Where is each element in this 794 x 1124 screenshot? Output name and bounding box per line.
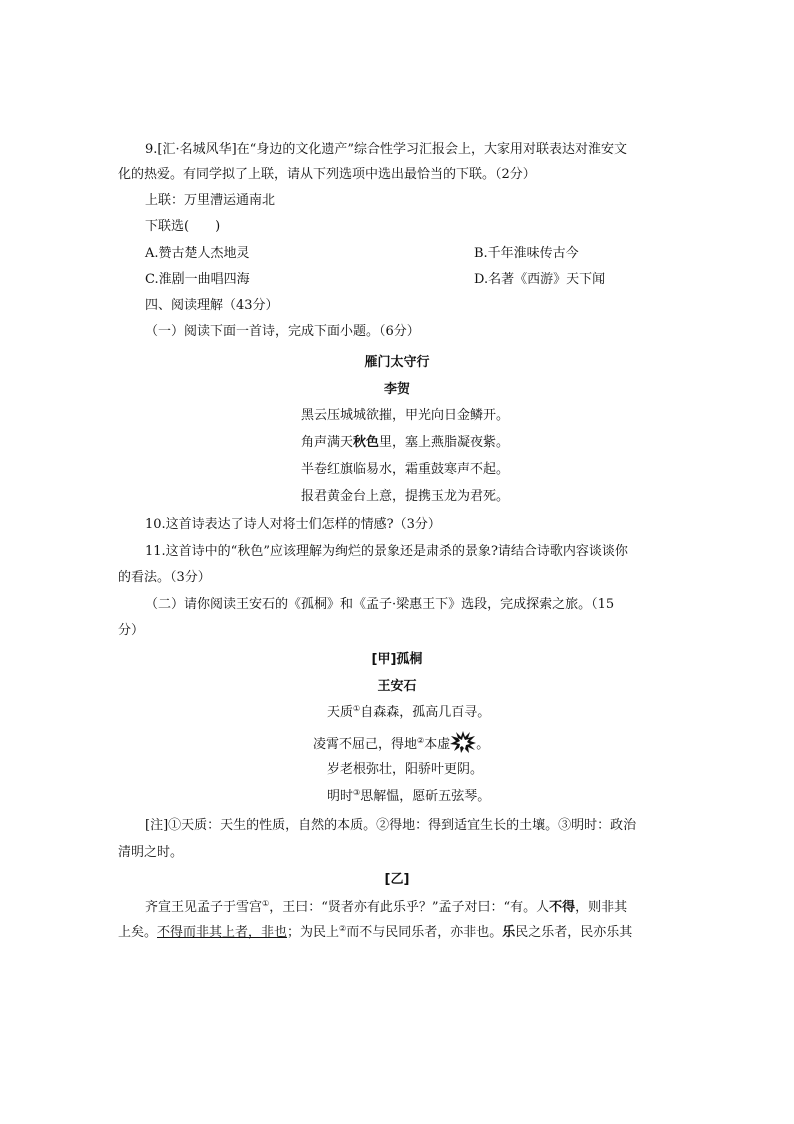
poem1-line1: 黑云压城城欲摧，甲光向日金鳞开。 — [301, 408, 510, 423]
poem2-title: [甲]孤桐 — [371, 652, 423, 667]
part2-intro-line1: （二）请你阅读王安石的《孤桐》和《孟子·梁惠王下》选段，完成探索之旅。（15 — [145, 597, 615, 612]
poem2-line2-mid: 本虚 — [424, 737, 451, 752]
poem1-keyword-qiuse: 秋色 — [353, 435, 380, 450]
section-4-heading: 四、阅读理解（43分） — [145, 298, 279, 313]
q10-text: 10.这首诗表达了诗人对将士们怎样的情感?（3分） — [145, 517, 441, 532]
part2-intro-line2: 分） — [118, 623, 145, 638]
poem2-line2 — [313, 731, 489, 755]
q9-option-d: D.名著《西游》天下闻 — [474, 272, 606, 287]
q9-prompt: 下联选( ) — [145, 219, 221, 234]
passage-b-bold-le: 乐 — [502, 925, 516, 940]
q9-line1: 9.[汇·名城风华]在“身边的文化遗产”综合性学习汇报会上，大家用对联表达对淮安文 — [145, 142, 627, 157]
q9-option-c: C.淮剧一曲唱四海 — [145, 272, 250, 287]
passage-b-underlined-sentence: 不得而非其上者，非也 — [157, 925, 288, 940]
footnote-mark-3: ③ — [353, 788, 361, 797]
poem2-line2-start: 凌霄不屈己，得地 — [313, 737, 418, 752]
passage-b-line2-a: 上矣。 — [118, 925, 158, 940]
q9-option-b: B.千年淮味传古今 — [474, 246, 579, 261]
passage-b-line2 — [118, 923, 632, 943]
q9-upper-couplet: 上联：万里漕运通南北 — [145, 193, 276, 208]
q9-option-a: A.赞古楚人杰地灵 — [145, 246, 250, 261]
passage-b-title: [乙] — [384, 872, 410, 887]
passage-b-line1-a: 齐宣王见孟子于雪宫 — [145, 900, 263, 915]
poem1-line2-start: 角声满天 — [301, 435, 354, 450]
poem2-line1-start: 天质 — [327, 705, 354, 720]
poem2-line4-end: 思解愠，愿斫五弦琴。 — [360, 789, 491, 804]
poem2-note-line1: [注]①天质：天生的性质，自然的本质。②得地：得到适宜生长的土壤。③明时：政治 — [145, 818, 637, 833]
footnote-mark-2b: ② — [339, 924, 347, 933]
poem1-line3: 半卷红旗临易水，霜重鼓寒声不起。 — [301, 462, 510, 477]
footnote-mark-1b: ① — [262, 899, 270, 908]
poem1-line2 — [301, 433, 509, 453]
q9-line2: 化的热爱。有同学拟了上联，请从下列选项中选出最恰当的下联。（2分） — [118, 167, 536, 182]
poem2-line1-end: 自森森，孤高几百寻。 — [360, 705, 491, 720]
poem1-title: 雁门太守行 — [364, 355, 430, 370]
q11-line2: 的看法。（3分） — [118, 570, 211, 585]
poem1-author: 李贺 — [383, 382, 410, 397]
poem2-author: 王安石 — [377, 679, 417, 694]
poem2-line4 — [327, 787, 490, 807]
poem2-line4-start: 明时 — [327, 789, 354, 804]
passage-b-line1 — [145, 898, 627, 918]
passage-b-line1-d: ，则非其 — [575, 900, 628, 915]
passage-b-line2-c: ；为民上 — [287, 925, 340, 940]
passage-b-line1-b: ，王曰：“贤者亦有此乐乎？”孟子对曰：“有。人 — [269, 900, 550, 915]
ink-blot-icon — [450, 731, 476, 753]
passage-b-bold-budei: 不得 — [549, 900, 576, 915]
poem2-line3: 岁老根弥壮，阳骄叶更阴。 — [327, 762, 484, 777]
poem1-line4: 报君黄金台上意，提携玉龙为君死。 — [301, 489, 510, 504]
passage-b-line2-f: 民之乐者，民亦乐其 — [515, 925, 633, 940]
footnote-mark-2: ② — [417, 736, 425, 745]
poem2-line2-end: 。 — [476, 737, 490, 752]
footnote-mark-1: ① — [353, 704, 361, 713]
part1-intro: （一）阅读下面一首诗，完成下面小题。（6分） — [145, 324, 420, 339]
q11-line1: 11.这首诗中的“秋色”应该理解为绚烂的景象还是肃杀的景象?请结合诗歌内容谈谈你 — [145, 544, 628, 559]
passage-b-line2-d: 而不与民同乐者，亦非也。 — [346, 925, 503, 940]
poem2-line1 — [327, 703, 490, 723]
poem1-line2-end: 里，塞上燕脂凝夜紫。 — [379, 435, 510, 450]
poem2-note-line2: 清明之时。 — [118, 845, 184, 860]
